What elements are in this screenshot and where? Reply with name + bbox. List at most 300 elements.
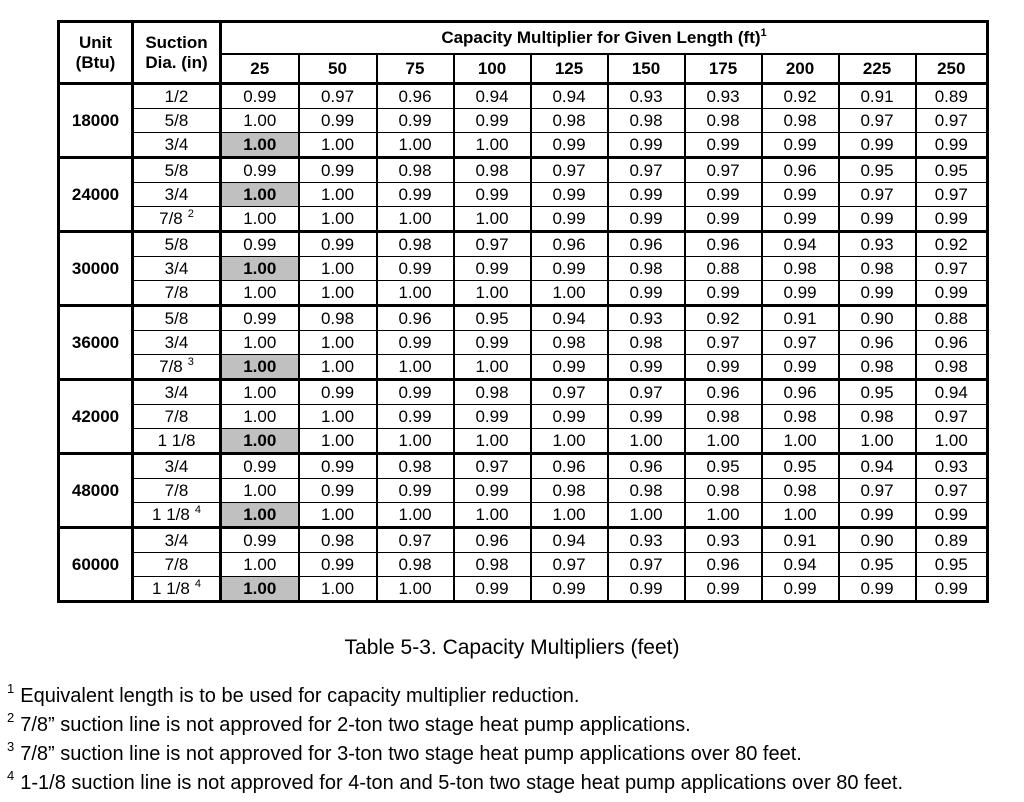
multiplier-cell: 1.00 bbox=[221, 429, 299, 454]
suction-dia-cell bbox=[133, 232, 221, 257]
multiplier-cell: 0.99 bbox=[299, 454, 377, 479]
unit-header-label: Unit bbox=[78, 32, 113, 52]
multiplier-cell: 0.98 bbox=[608, 109, 685, 133]
multiplier-cell: 0.98 bbox=[377, 553, 454, 577]
multiplier-cell: 1.00 bbox=[608, 503, 685, 528]
multiplier-cell: 0.97 bbox=[608, 553, 685, 577]
multiplier-cell: 0.97 bbox=[377, 528, 454, 553]
suction-dia-value: 5/8 bbox=[164, 110, 189, 130]
suction-dia-cell bbox=[133, 133, 221, 158]
multiplier-cell: 1.00 bbox=[377, 577, 454, 602]
multiplier-cell: 1.00 bbox=[221, 380, 299, 405]
multiplier-cell: 0.92 bbox=[762, 84, 839, 109]
multiplier-cell: 1.00 bbox=[377, 281, 454, 306]
multiplier-cell: 1.00 bbox=[299, 207, 377, 232]
multiplier-cell: 0.99 bbox=[454, 257, 531, 281]
suction-dia-cell bbox=[133, 257, 221, 281]
length-header-cell: 25 bbox=[221, 54, 299, 84]
multiplier-cell: 0.93 bbox=[839, 232, 916, 257]
multiplier-cell: 0.99 bbox=[762, 133, 839, 158]
length-header-cell: 225 bbox=[839, 54, 916, 84]
multiplier-cell: 0.99 bbox=[762, 577, 839, 602]
multiplier-cell: 0.96 bbox=[377, 306, 454, 331]
suction-dia-value: 1/2 bbox=[164, 86, 189, 106]
multiplier-cell: 1.00 bbox=[377, 503, 454, 528]
table-row bbox=[59, 454, 988, 479]
multiplier-cell: 0.98 bbox=[377, 454, 454, 479]
suction-header-label: Suction bbox=[145, 32, 208, 52]
length-header-cell: 250 bbox=[916, 54, 988, 84]
table-row bbox=[59, 331, 988, 355]
multiplier-cell: 1.00 bbox=[377, 429, 454, 454]
multiplier-cell: 1.00 bbox=[454, 281, 531, 306]
multiplier-cell: 0.99 bbox=[916, 577, 988, 602]
multiplier-cell: 0.99 bbox=[916, 503, 988, 528]
multiplier-cell: 1.00 bbox=[221, 331, 299, 355]
multiplier-cell: 1.00 bbox=[685, 503, 762, 528]
multiplier-cell: 0.99 bbox=[839, 281, 916, 306]
table-row bbox=[59, 207, 988, 232]
multiplier-cell: 0.97 bbox=[299, 84, 377, 109]
multiplier-cell: 0.99 bbox=[916, 133, 988, 158]
multiplier-cell: 0.99 bbox=[685, 133, 762, 158]
multiplier-cell: 0.96 bbox=[608, 454, 685, 479]
multiplier-cell: 1.00 bbox=[299, 355, 377, 380]
multiplier-cell: 0.91 bbox=[762, 528, 839, 553]
suction-header-sub: Dia. (in) bbox=[145, 52, 208, 72]
table-row bbox=[59, 133, 988, 158]
multiplier-cell: 0.98 bbox=[531, 331, 608, 355]
multiplier-cell: 0.97 bbox=[916, 183, 988, 207]
suction-dia-cell bbox=[133, 553, 221, 577]
multiplier-cell: 0.99 bbox=[685, 183, 762, 207]
length-header-cell: 150 bbox=[608, 54, 685, 84]
multiplier-cell: 0.95 bbox=[685, 454, 762, 479]
suction-dia-value: 3/4 bbox=[164, 184, 189, 204]
suction-dia-value: 7/8 bbox=[159, 208, 183, 228]
multiplier-cell: 1.00 bbox=[916, 429, 988, 454]
multiplier-cell: 1.00 bbox=[454, 355, 531, 380]
multiplier-cell: 0.99 bbox=[608, 355, 685, 380]
multiplier-cell: 0.99 bbox=[685, 355, 762, 380]
multiplier-cell: 1.00 bbox=[221, 503, 299, 528]
multiplier-cell: 0.99 bbox=[531, 355, 608, 380]
multiplier-cell: 0.94 bbox=[531, 84, 608, 109]
multiplier-cell: 0.99 bbox=[608, 577, 685, 602]
multiplier-cell: 1.00 bbox=[299, 281, 377, 306]
multiplier-cell: 0.97 bbox=[608, 380, 685, 405]
multiplier-cell: 0.99 bbox=[377, 331, 454, 355]
suction-dia-value: 1 1/8 bbox=[152, 578, 190, 598]
multiplier-cell: 0.96 bbox=[839, 331, 916, 355]
suction-header bbox=[133, 22, 221, 84]
multiplier-cell: 0.99 bbox=[762, 183, 839, 207]
multiplier-cell: 1.00 bbox=[221, 207, 299, 232]
length-header-cell: 100 bbox=[454, 54, 531, 84]
multiplier-cell: 0.99 bbox=[762, 355, 839, 380]
multiplier-cell: 0.99 bbox=[608, 207, 685, 232]
multiplier-cell: 0.99 bbox=[685, 577, 762, 602]
multiplier-cell: 0.93 bbox=[916, 454, 988, 479]
multiplier-cell: 0.99 bbox=[221, 158, 299, 183]
footnote-2 bbox=[7, 710, 691, 737]
multiplier-cell: 0.99 bbox=[377, 257, 454, 281]
footnote-ref: 4 bbox=[194, 503, 201, 516]
multiplier-cell: 1.00 bbox=[454, 133, 531, 158]
table-row bbox=[59, 109, 988, 133]
multiplier-cell: 0.94 bbox=[531, 306, 608, 331]
multiplier-cell: 1.00 bbox=[377, 355, 454, 380]
length-header-cell: 75 bbox=[377, 54, 454, 84]
unit-cell: 48000 bbox=[59, 454, 133, 528]
multiplier-cell: 0.98 bbox=[762, 405, 839, 429]
multiplier-cell: 0.96 bbox=[531, 454, 608, 479]
multiplier-cell: 0.99 bbox=[839, 207, 916, 232]
unit-cell: 18000 bbox=[59, 84, 133, 158]
multiplier-cell: 0.99 bbox=[377, 109, 454, 133]
multiplier-cell: 0.98 bbox=[762, 479, 839, 503]
multiplier-cell: 0.94 bbox=[531, 528, 608, 553]
suction-dia-value: 5/8 bbox=[164, 234, 189, 254]
multiplier-cell: 0.97 bbox=[531, 380, 608, 405]
table-row bbox=[59, 577, 988, 602]
multiplier-cell: 0.88 bbox=[916, 306, 988, 331]
multiplier-cell: 0.90 bbox=[839, 528, 916, 553]
multiplier-cell: 0.99 bbox=[762, 207, 839, 232]
unit-cell: 24000 bbox=[59, 158, 133, 232]
multiplier-cell: 0.99 bbox=[531, 183, 608, 207]
multiplier-cell: 0.98 bbox=[608, 331, 685, 355]
multiplier-cell: 0.96 bbox=[685, 232, 762, 257]
suction-dia-cell bbox=[133, 454, 221, 479]
multiplier-cell: 0.90 bbox=[839, 306, 916, 331]
multiplier-cell: 0.94 bbox=[454, 84, 531, 109]
table-caption: Table 5-3. Capacity Multipliers (feet) bbox=[344, 636, 680, 659]
footnote-mark: 1 bbox=[7, 681, 15, 696]
footnote-3 bbox=[7, 739, 802, 766]
multiplier-cell: 0.98 bbox=[608, 257, 685, 281]
multiplier-cell: 1.00 bbox=[531, 281, 608, 306]
multiplier-cell: 0.98 bbox=[762, 109, 839, 133]
multiplier-cell: 0.89 bbox=[916, 84, 988, 109]
multiplier-cell: 0.99 bbox=[299, 553, 377, 577]
multiplier-cell: 1.00 bbox=[531, 503, 608, 528]
multiplier-cell: 0.98 bbox=[762, 257, 839, 281]
multiplier-cell: 1.00 bbox=[221, 257, 299, 281]
multiplier-cell: 0.95 bbox=[916, 553, 988, 577]
multiplier-cell: 0.99 bbox=[299, 232, 377, 257]
suction-dia-cell bbox=[133, 479, 221, 503]
multiplier-cell: 1.00 bbox=[762, 503, 839, 528]
unit-cell: 42000 bbox=[59, 380, 133, 454]
multiplier-cell: 0.96 bbox=[377, 84, 454, 109]
multiplier-cell: 0.93 bbox=[608, 306, 685, 331]
suction-dia-cell bbox=[133, 503, 221, 528]
unit-header bbox=[59, 22, 133, 84]
multiplier-cell: 0.96 bbox=[762, 158, 839, 183]
multiplier-cell: 0.97 bbox=[916, 109, 988, 133]
multiplier-cell: 1.00 bbox=[454, 503, 531, 528]
multiplier-cell: 0.93 bbox=[685, 528, 762, 553]
unit-cell: 60000 bbox=[59, 528, 133, 602]
suction-dia-cell bbox=[133, 429, 221, 454]
multiplier-cell: 0.98 bbox=[916, 355, 988, 380]
length-header-cell: 200 bbox=[762, 54, 839, 84]
table-row bbox=[59, 380, 988, 405]
unit-cell: 30000 bbox=[59, 232, 133, 306]
multiplier-cell: 0.92 bbox=[916, 232, 988, 257]
footnote-text: 7/8” suction line is not approved for 2-ton two stage heat pump applications. bbox=[20, 714, 691, 736]
multiplier-cell: 0.99 bbox=[608, 281, 685, 306]
table-body bbox=[59, 84, 988, 602]
suction-dia-value: 7/8 bbox=[164, 282, 189, 302]
multiplier-cell: 1.00 bbox=[221, 133, 299, 158]
multiplier-cell: 0.97 bbox=[916, 479, 988, 503]
multiplier-cell: 1.00 bbox=[221, 281, 299, 306]
multiplier-cell: 1.00 bbox=[299, 133, 377, 158]
multiplier-cell: 0.98 bbox=[531, 109, 608, 133]
multiplier-cell: 0.99 bbox=[608, 405, 685, 429]
table-row bbox=[59, 405, 988, 429]
multiplier-cell: 0.99 bbox=[531, 405, 608, 429]
table-row bbox=[59, 528, 988, 553]
suction-dia-cell bbox=[133, 355, 221, 380]
footnote-text: Equivalent length is to be used for capacity multiplier reduction. bbox=[20, 685, 580, 707]
suction-dia-cell bbox=[133, 528, 221, 553]
footnote-4 bbox=[7, 768, 903, 795]
multiplier-cell: 0.99 bbox=[685, 207, 762, 232]
multiplier-cell: 1.00 bbox=[221, 577, 299, 602]
multiplier-cell: 0.96 bbox=[762, 380, 839, 405]
multiplier-cell: 0.98 bbox=[839, 355, 916, 380]
multiplier-cell: 0.99 bbox=[299, 479, 377, 503]
multiplier-cell: 0.97 bbox=[454, 454, 531, 479]
table-row bbox=[59, 281, 988, 306]
table-row bbox=[59, 355, 988, 380]
table-row bbox=[59, 84, 988, 109]
multiplier-cell: 0.99 bbox=[221, 232, 299, 257]
table-row bbox=[59, 257, 988, 281]
multiplier-cell: 1.00 bbox=[221, 183, 299, 207]
suction-dia-value: 3/4 bbox=[164, 332, 189, 352]
multiplier-cell: 0.96 bbox=[916, 331, 988, 355]
multiplier-cell: 0.91 bbox=[839, 84, 916, 109]
suction-dia-cell bbox=[133, 158, 221, 183]
multiplier-cell: 0.99 bbox=[299, 380, 377, 405]
multiplier-cell: 0.94 bbox=[762, 553, 839, 577]
multiplier-cell: 0.99 bbox=[377, 479, 454, 503]
suction-dia-value: 7/8 bbox=[164, 554, 189, 574]
suction-dia-value: 3/4 bbox=[164, 258, 189, 278]
table-row bbox=[59, 232, 988, 257]
multiplier-cell: 0.98 bbox=[454, 158, 531, 183]
multiplier-cell: 0.98 bbox=[608, 479, 685, 503]
multiplier-cell: 0.96 bbox=[608, 232, 685, 257]
suction-dia-cell bbox=[133, 183, 221, 207]
multiplier-cell: 0.95 bbox=[839, 380, 916, 405]
multiplier-cell: 0.99 bbox=[454, 109, 531, 133]
capacity-header-label: Capacity Multiplier for Given Length (ft) bbox=[441, 28, 761, 47]
multiplier-cell: 1.00 bbox=[685, 429, 762, 454]
length-header-cell: 125 bbox=[531, 54, 608, 84]
footnote-mark: 2 bbox=[7, 710, 15, 725]
multiplier-cell: 0.96 bbox=[454, 528, 531, 553]
unit-cell: 36000 bbox=[59, 306, 133, 380]
multiplier-cell: 0.98 bbox=[685, 109, 762, 133]
multiplier-cell: 0.93 bbox=[685, 84, 762, 109]
suction-dia-value: 3/4 bbox=[164, 456, 189, 476]
multiplier-cell: 0.98 bbox=[685, 479, 762, 503]
multiplier-cell: 1.00 bbox=[221, 553, 299, 577]
suction-dia-value: 7/8 bbox=[164, 480, 189, 500]
multiplier-cell: 1.00 bbox=[221, 479, 299, 503]
multiplier-cell: 0.98 bbox=[377, 232, 454, 257]
multiplier-cell: 0.94 bbox=[762, 232, 839, 257]
multiplier-cell: 0.97 bbox=[685, 158, 762, 183]
multiplier-cell: 0.93 bbox=[608, 528, 685, 553]
suction-dia-value: 7/8 bbox=[164, 406, 189, 426]
suction-dia-value: 5/8 bbox=[164, 160, 189, 180]
multiplier-cell: 0.98 bbox=[531, 479, 608, 503]
multiplier-cell: 0.98 bbox=[377, 158, 454, 183]
footnote-ref: 2 bbox=[187, 207, 194, 220]
footnote-mark: 3 bbox=[7, 739, 15, 754]
multiplier-cell: 1.00 bbox=[299, 331, 377, 355]
table-row bbox=[59, 158, 988, 183]
multiplier-cell: 0.93 bbox=[608, 84, 685, 109]
multiplier-cell: 0.95 bbox=[839, 158, 916, 183]
multiplier-cell: 0.99 bbox=[454, 405, 531, 429]
footnote-ref: 3 bbox=[187, 355, 194, 368]
footnote-1 bbox=[7, 681, 579, 708]
suction-dia-cell bbox=[133, 306, 221, 331]
multiplier-cell: 1.00 bbox=[299, 183, 377, 207]
suction-dia-cell bbox=[133, 207, 221, 232]
footnote-text: 7/8” suction line is not approved for 3-ton two stage heat pump applications over 80 feet. bbox=[20, 743, 802, 765]
footnote-ref: 4 bbox=[194, 577, 201, 590]
table-row bbox=[59, 553, 988, 577]
multiplier-cell: 1.00 bbox=[454, 429, 531, 454]
multiplier-cell: 0.97 bbox=[454, 232, 531, 257]
table-row bbox=[59, 306, 988, 331]
length-header-cell: 50 bbox=[299, 54, 377, 84]
suction-dia-value: 3/4 bbox=[164, 382, 189, 402]
multiplier-cell: 1.00 bbox=[221, 109, 299, 133]
multiplier-cell: 0.96 bbox=[531, 232, 608, 257]
suction-dia-cell bbox=[133, 331, 221, 355]
length-header-cell: 175 bbox=[685, 54, 762, 84]
multiplier-cell: 1.00 bbox=[299, 257, 377, 281]
multiplier-cell: 1.00 bbox=[839, 429, 916, 454]
multiplier-cell: 0.95 bbox=[839, 553, 916, 577]
multiplier-cell: 0.98 bbox=[454, 380, 531, 405]
multiplier-cell: 1.00 bbox=[221, 355, 299, 380]
capacity-multiplier-table bbox=[57, 20, 989, 603]
multiplier-cell: 0.89 bbox=[916, 528, 988, 553]
multiplier-cell: 0.95 bbox=[762, 454, 839, 479]
multiplier-cell: 0.99 bbox=[839, 503, 916, 528]
multiplier-cell: 0.99 bbox=[531, 257, 608, 281]
multiplier-cell: 0.99 bbox=[377, 183, 454, 207]
footnote-mark: 4 bbox=[7, 768, 15, 783]
multiplier-cell: 0.97 bbox=[839, 479, 916, 503]
multiplier-cell: 0.98 bbox=[299, 306, 377, 331]
suction-dia-cell bbox=[133, 577, 221, 602]
multiplier-cell: 0.99 bbox=[221, 528, 299, 553]
multiplier-cell: 0.97 bbox=[685, 331, 762, 355]
table-row bbox=[59, 479, 988, 503]
multiplier-cell: 0.97 bbox=[531, 553, 608, 577]
multiplier-cell: 0.99 bbox=[531, 207, 608, 232]
suction-dia-cell bbox=[133, 109, 221, 133]
multiplier-cell: 1.00 bbox=[299, 429, 377, 454]
multiplier-cell: 1.00 bbox=[299, 405, 377, 429]
multiplier-cell: 0.97 bbox=[916, 257, 988, 281]
multiplier-cell: 0.97 bbox=[839, 183, 916, 207]
table-row bbox=[59, 503, 988, 528]
multiplier-cell: 0.99 bbox=[454, 183, 531, 207]
multiplier-cell: 0.99 bbox=[377, 405, 454, 429]
multiplier-cell: 0.99 bbox=[762, 281, 839, 306]
suction-dia-cell bbox=[133, 84, 221, 109]
multiplier-cell: 0.99 bbox=[839, 133, 916, 158]
multiplier-cell: 0.95 bbox=[454, 306, 531, 331]
multiplier-cell: 0.88 bbox=[685, 257, 762, 281]
multiplier-cell: 0.98 bbox=[839, 405, 916, 429]
multiplier-cell: 0.92 bbox=[685, 306, 762, 331]
multiplier-cell: 1.00 bbox=[221, 405, 299, 429]
multiplier-cell: 0.99 bbox=[454, 577, 531, 602]
multiplier-cell: 0.99 bbox=[608, 133, 685, 158]
multiplier-cell: 0.94 bbox=[839, 454, 916, 479]
multiplier-cell: 1.00 bbox=[299, 577, 377, 602]
multiplier-cell: 0.97 bbox=[608, 158, 685, 183]
multiplier-cell: 0.99 bbox=[608, 183, 685, 207]
multiplier-cell: 0.97 bbox=[531, 158, 608, 183]
multiplier-cell: 1.00 bbox=[762, 429, 839, 454]
multiplier-cell: 1.00 bbox=[608, 429, 685, 454]
suction-dia-cell bbox=[133, 380, 221, 405]
multiplier-cell: 1.00 bbox=[377, 207, 454, 232]
footnote-text: 1-1/8 suction line is not approved for 4-ton and 5-ton two stage heat pump applications over 80 feet. bbox=[20, 772, 904, 794]
unit-header-sub: (Btu) bbox=[75, 52, 116, 72]
suction-dia-value: 7/8 bbox=[159, 356, 183, 376]
multiplier-cell: 0.99 bbox=[221, 454, 299, 479]
multiplier-cell: 0.99 bbox=[221, 84, 299, 109]
suction-dia-value: 1 1/8 bbox=[157, 430, 196, 450]
multiplier-cell: 0.98 bbox=[454, 553, 531, 577]
multiplier-cell: 0.98 bbox=[685, 405, 762, 429]
table-row bbox=[59, 429, 988, 454]
multiplier-cell: 1.00 bbox=[454, 207, 531, 232]
suction-dia-cell bbox=[133, 405, 221, 429]
capacity-footnote-ref: 1 bbox=[760, 27, 767, 39]
multiplier-cell: 0.99 bbox=[685, 281, 762, 306]
capacity-header bbox=[221, 22, 988, 55]
multiplier-cell: 1.00 bbox=[531, 429, 608, 454]
suction-dia-value: 5/8 bbox=[164, 308, 189, 328]
multiplier-cell: 0.99 bbox=[221, 306, 299, 331]
multiplier-cell: 0.99 bbox=[531, 577, 608, 602]
multiplier-cell: 0.99 bbox=[454, 479, 531, 503]
multiplier-cell: 1.00 bbox=[299, 503, 377, 528]
multiplier-cell: 0.95 bbox=[916, 158, 988, 183]
suction-dia-value: 3/4 bbox=[164, 530, 189, 550]
multiplier-cell: 0.99 bbox=[916, 207, 988, 232]
multiplier-cell: 0.99 bbox=[377, 380, 454, 405]
multiplier-cell: 0.99 bbox=[531, 133, 608, 158]
multiplier-cell: 0.97 bbox=[762, 331, 839, 355]
